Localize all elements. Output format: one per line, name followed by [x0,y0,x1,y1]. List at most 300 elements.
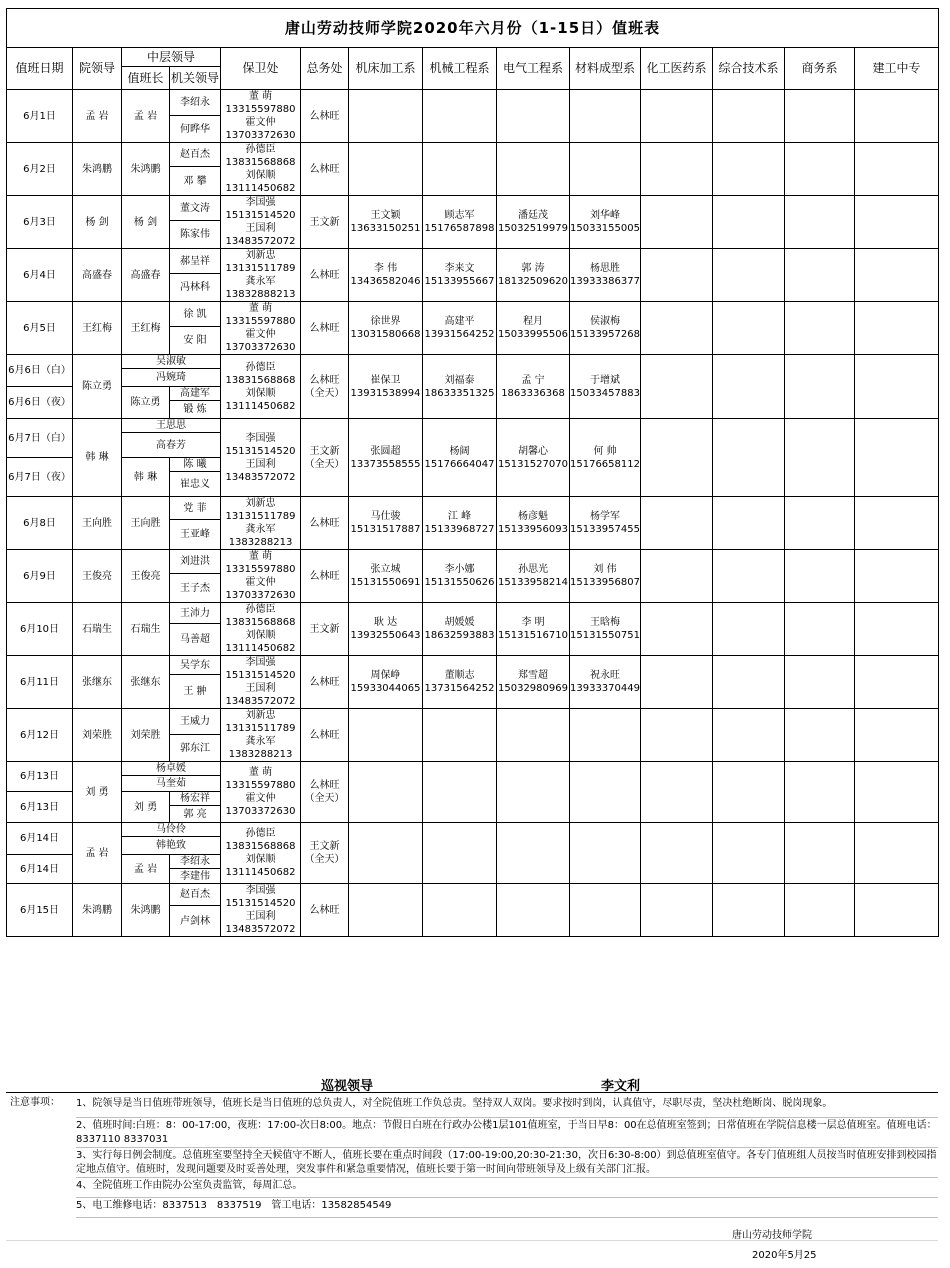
dept-duty-cell [785,419,855,497]
dept-duty-cell [497,249,570,302]
contact-name: 程月 [523,316,543,327]
dept-duty-cell [855,302,939,355]
contact-phone: 1383288213 [228,537,293,548]
general-affairs-cell [301,762,349,823]
table-row [7,709,939,735]
shift-lead-cell: 朱鸿鹏 [122,884,170,937]
dept-duty-cell [423,143,497,196]
contact-name: 董顺志 [444,670,475,681]
dept-duty-cell [641,90,713,143]
shift-lead-cell: 刘 勇 [122,792,170,823]
table-row [7,603,939,624]
contact-phone: 13831568868 [225,157,296,168]
dept-duty-cell [497,550,570,603]
contact-name: 孙德臣 [245,144,276,155]
contact-phone: 13315597880 [225,316,296,327]
security-cell [221,603,301,656]
day-duty-cell: 王思思 [122,419,221,433]
contact-name: 孙德臣 [245,604,276,615]
general-affairs-cell: 么林旺 [301,709,349,762]
contact-name: 霍文仲 [245,117,276,128]
contact-phone: 13373558555 [350,458,421,470]
date-cell: 6月5日 [7,302,73,355]
contact-phone: 13483572072 [225,471,296,483]
contact-phone: 15131514520 [225,210,296,221]
dept-duty-cell [570,302,641,355]
contact-phone: 13933386377 [570,276,640,287]
dept-duty-cell [497,143,570,196]
contact-phone: 18632593883 [424,630,495,641]
contact-name: 耿 达 [373,617,398,628]
dept-duty-cell [641,196,713,249]
leader-cell: 韩 琳 [73,419,122,497]
header-dept-6: 商务系 [785,48,855,90]
dept-duty-cell [349,355,423,419]
dept-duty-cell [570,249,641,302]
table-row [7,249,939,274]
general-affairs-cell: 么林旺 [301,497,349,550]
date-cell: 6月13日 [7,792,73,823]
contact-name: 江 峰 [447,511,472,522]
dept-duty-cell [641,823,713,884]
contact-phone: 13131511789 [225,263,296,274]
date-cell: 6月3日 [7,196,73,249]
security-cell [221,143,301,196]
shift-lead-cell: 王向胜 [122,497,170,550]
dept-duty-cell [713,90,785,143]
contact-name: 李 伟 [373,263,398,274]
office-lead-cell: 安 阳 [170,327,221,355]
header-dept-1: 机械工程系 [423,48,497,90]
contact-name: 李国强 [245,197,276,208]
general-affairs-name: 么林旺 [309,780,340,791]
contact-name: 龚永军 [245,276,276,287]
leader-cell: 高盛春 [73,249,122,302]
office-lead-cell: 李绍永 [170,90,221,116]
contact-name: 高建平 [444,316,475,327]
office-lead-cell: 杨宏祥 [170,792,221,806]
contact-name: 孙德臣 [245,361,276,373]
contact-phone: 13832888213 [225,289,296,300]
security-cell [221,196,301,249]
patrol-label: 巡视领导 [321,1079,374,1094]
day-duty-cell: 韩艳致 [122,837,221,855]
contact-phone: 13931538994 [350,387,421,399]
office-lead-cell: 吴学东 [170,656,221,675]
security-cell [221,302,301,355]
dept-duty-cell [570,709,641,762]
header-dept-7: 建工中专 [855,48,939,90]
contact-phone: 13483572072 [225,236,296,247]
table-row [7,656,939,675]
contact-phone: 13633150251 [350,223,421,234]
contact-name: 杨学军 [590,511,620,522]
signature-date: 2020年5月25 [752,1250,817,1261]
dept-duty-cell [713,603,785,656]
dept-duty-cell [349,497,423,550]
office-lead-cell: 锻 炼 [170,401,221,419]
general-affairs-cell [301,823,349,884]
duty-roster-table [6,8,939,937]
contact-name: 崔保卫 [370,374,401,386]
office-lead-cell: 赵百杰 [170,884,221,906]
shift-lead-cell: 韩 琳 [122,458,170,497]
dept-duty-cell [641,709,713,762]
dept-duty-cell [349,302,423,355]
dept-duty-cell [785,884,855,937]
date-cell: 6月9日 [7,550,73,603]
office-lead-cell: 冯林科 [170,274,221,302]
date-cell: 6月6日（白） [7,355,73,387]
dept-duty-cell [641,302,713,355]
contact-phone: 1383288213 [228,749,293,760]
security-cell [221,90,301,143]
contact-name: 侯淑梅 [590,316,620,327]
contact-name: 胡馨心 [518,445,548,457]
contact-phone: 13703372630 [225,342,296,353]
office-lead-cell: 徐 凯 [170,302,221,327]
note-item: 4、全院值班工作由院办公室负责监管，每周汇总。 [76,1179,938,1198]
dept-duty-cell [497,419,570,497]
dept-duty-cell [641,419,713,497]
table-row [7,419,939,433]
contact-phone: 15133957455 [570,524,640,535]
shift-lead-cell: 朱鸿鹏 [122,143,170,196]
leader-cell: 孟 岩 [73,90,122,143]
dept-duty-cell [349,550,423,603]
office-lead-cell: 马善超 [170,624,221,656]
contact-phone: 13483572072 [225,696,296,707]
dept-duty-cell [713,196,785,249]
general-affairs-note: （全天） [304,793,345,804]
contact-name: 孟 宁 [521,374,545,386]
contact-name: 董 萌 [248,91,273,102]
contact-phone: 15133957268 [570,329,640,340]
dept-duty-cell [641,603,713,656]
contact-phone: 15032980969 [498,683,568,694]
security-cell [221,355,301,419]
office-lead-cell: 陈 曦 [170,458,221,472]
general-affairs-cell: 么林旺 [301,884,349,937]
dept-duty-cell [423,419,497,497]
shift-lead-cell: 王红梅 [122,302,170,355]
dept-duty-cell [855,196,939,249]
contact-name: 董 萌 [248,303,273,314]
dept-duty-cell [497,762,570,823]
dept-duty-cell [785,603,855,656]
dept-duty-cell [349,603,423,656]
dept-duty-cell [713,762,785,823]
day-duty-cell: 杨卓媛 [122,762,221,776]
header-security: 保卫处 [221,48,301,90]
dept-duty-cell [349,762,423,823]
dept-duty-cell [497,355,570,419]
contact-phone: 15033457883 [570,387,640,399]
dept-duty-cell [713,550,785,603]
contact-phone: 15133956807 [570,577,640,588]
dept-duty-cell [713,249,785,302]
contact-name: 刘保顺 [245,170,276,181]
contact-name: 周保峥 [370,670,401,681]
dept-duty-cell [785,143,855,196]
leader-cell: 王向胜 [73,497,122,550]
contact-phone: 13131511789 [225,723,296,734]
dept-duty-cell [497,709,570,762]
dept-duty-cell [641,656,713,709]
dept-duty-cell [570,90,641,143]
table-row [7,762,939,776]
leader-cell: 杨 剑 [73,196,122,249]
dept-duty-cell [855,823,939,884]
date-cell: 6月15日 [7,884,73,937]
table-row [7,497,939,520]
date-cell: 6月6日（夜） [7,387,73,419]
contact-name: 胡媛媛 [444,617,475,628]
dept-duty-cell [785,497,855,550]
table-row [7,355,939,369]
dept-duty-cell [497,497,570,550]
shift-lead-cell: 张继东 [122,656,170,709]
contact-name: 刘新忠 [245,710,276,721]
day-duty-cell: 吴淑敏 [122,355,221,369]
contact-name: 郭 涛 [521,263,545,274]
office-lead-cell: 王子杰 [170,574,221,603]
dept-duty-cell [641,884,713,937]
dept-duty-cell [423,823,497,884]
security-cell [221,656,301,709]
dept-duty-cell [785,302,855,355]
contact-phone: 15131514520 [225,670,296,681]
contact-phone: 15131514520 [225,445,296,457]
contact-phone: 13483572072 [225,924,296,935]
dept-duty-cell [570,823,641,884]
header-general: 总务处 [301,48,349,90]
dept-duty-cell [785,823,855,884]
leader-cell: 朱鸿鹏 [73,143,122,196]
contact-name: 李小娜 [444,564,475,575]
contact-name: 张立城 [370,564,401,575]
contact-name: 孙思光 [518,564,548,575]
contact-phone: 13111450682 [225,183,296,194]
contact-phone: 13931564252 [424,329,495,340]
contact-phone: 13703372630 [225,806,296,817]
dept-duty-cell [423,550,497,603]
contact-phone: 1863336368 [501,387,565,399]
dept-duty-cell [785,550,855,603]
contact-name: 李国强 [245,885,276,896]
dept-duty-cell [713,355,785,419]
day-duty-cell: 马伶伶 [122,823,221,837]
shift-lead-cell: 石瑞生 [122,603,170,656]
general-affairs-note: （全天） [304,458,345,470]
dept-duty-cell [855,143,939,196]
general-affairs-cell: 么林旺 [301,550,349,603]
date-cell: 6月7日（白） [7,419,73,458]
contact-name: 霍文仲 [245,577,276,588]
dept-duty-cell [349,709,423,762]
contact-name: 于增斌 [590,374,620,386]
contact-phone: 13031580668 [350,329,421,340]
leader-cell: 朱鸿鹏 [73,884,122,937]
contact-name: 张圆超 [370,445,401,457]
dept-duty-cell [641,497,713,550]
dept-duty-cell [713,656,785,709]
dept-duty-cell [497,90,570,143]
leader-cell: 石瑞生 [73,603,122,656]
contact-name: 孙德臣 [245,828,276,839]
note-item: 3、实行每日例会制度。总值班室要坚持全天候值守不断人，值班长要在重点时间段（17:00-19:00,20:30-21:30，次日6:30-8:00）到总值班室值守。各专门值班组人员按当时值班安排到校园指定地点值守。值班时，发现问题要及时妥善处理，突发事件和紧急重要情况，值班长要于第一时间向带班领导及上级有关部门汇报。 [76,1149,938,1178]
leader-cell: 张继东 [73,656,122,709]
contact-name: 王晗梅 [590,617,620,628]
security-cell [221,709,301,762]
contact-phone: 15933044065 [350,683,421,694]
dept-duty-cell [570,196,641,249]
contact-phone: 13111450682 [225,400,296,412]
contact-phone: 15131517887 [350,524,421,535]
contact-name: 刘 伟 [593,564,617,575]
dept-duty-cell [349,90,423,143]
dept-duty-cell [641,762,713,823]
dept-duty-cell [713,823,785,884]
day-duty-cell: 冯婉琦 [122,369,221,387]
general-affairs-note: （全天） [304,387,345,399]
dept-duty-cell [855,497,939,550]
contact-phone: 13831568868 [225,374,296,386]
contact-name: 李 明 [521,617,545,628]
date-cell: 6月14日 [7,855,73,884]
contact-name: 刘福泰 [444,374,475,386]
note-item: 5、电工维修电话：8337513 8337519 管工电话：13582854549 [76,1199,938,1218]
office-lead-cell: 王 翀 [170,675,221,709]
general-affairs-cell: 么林旺 [301,302,349,355]
page-title: 唐山劳动技师学院2020年六月份（1-15日）值班表 [7,9,939,48]
date-cell: 6月7日（夜） [7,458,73,497]
security-cell [221,884,301,937]
dept-duty-cell [349,884,423,937]
dept-duty-cell [423,249,497,302]
dept-duty-cell [713,497,785,550]
office-lead-cell: 李建伟 [170,869,221,884]
header-dept-0: 机床加工系 [349,48,423,90]
general-affairs-cell [301,419,349,497]
dept-duty-cell [570,355,641,419]
security-cell [221,762,301,823]
contact-name: 王文颖 [370,210,401,221]
office-lead-cell: 高建军 [170,387,221,401]
dept-duty-cell [570,603,641,656]
dept-duty-cell [785,90,855,143]
office-lead-cell: 崔忠义 [170,472,221,497]
office-lead-cell: 郭东江 [170,735,221,762]
dept-duty-cell [855,884,939,937]
dept-duty-cell [570,419,641,497]
office-lead-cell: 李绍永 [170,855,221,869]
dept-duty-cell [570,143,641,196]
contact-name: 刘保顺 [245,854,276,865]
dept-duty-cell [423,497,497,550]
dept-duty-cell [855,419,939,497]
date-cell: 6月11日 [7,656,73,709]
security-cell [221,249,301,302]
contact-name: 刘华峰 [590,210,620,221]
contact-name: 杨彦魁 [518,511,548,522]
dept-duty-cell [855,90,939,143]
contact-phone: 13131511789 [225,511,296,522]
dept-duty-cell [713,302,785,355]
contact-name: 李国强 [245,657,276,668]
day-duty-cell: 马奎茹 [122,776,221,792]
dept-duty-cell [641,355,713,419]
contact-phone: 15133968727 [424,524,495,535]
dept-duty-cell [785,196,855,249]
table-row [7,302,939,327]
dept-duty-cell [785,709,855,762]
contact-phone: 15131516710 [498,630,568,641]
dept-duty-cell [713,709,785,762]
contact-phone: 15176587898 [424,223,495,234]
header-dept-3: 材料成型系 [570,48,641,90]
date-cell: 6月12日 [7,709,73,762]
dept-duty-cell [423,90,497,143]
dept-duty-cell [423,762,497,823]
contact-phone: 13703372630 [225,590,296,601]
header-office-lead: 机关领导 [170,67,221,90]
contact-name: 刘保顺 [245,387,276,399]
contact-name: 刘新忠 [245,498,276,509]
contact-name: 祝永旺 [590,670,620,681]
dept-duty-cell [423,656,497,709]
contact-phone: 15131550691 [350,577,421,588]
contact-phone: 13111450682 [225,643,296,654]
date-cell: 6月1日 [7,90,73,143]
shift-lead-cell: 高盛春 [122,249,170,302]
contact-name: 李国强 [245,432,276,444]
leader-cell: 王俊亮 [73,550,122,603]
contact-name: 龚永军 [245,736,276,747]
dept-duty-cell [423,196,497,249]
dept-duty-cell [855,656,939,709]
table-row [7,90,939,116]
shift-lead-cell: 王俊亮 [122,550,170,603]
contact-phone: 13315597880 [225,780,296,791]
contact-phone: 15133956093 [498,524,568,535]
security-cell [221,550,301,603]
dept-duty-cell [423,603,497,656]
notes-label: 注意事项： [10,1097,60,1108]
security-cell [221,419,301,497]
contact-name: 霍文仲 [245,793,276,804]
date-cell: 6月4日 [7,249,73,302]
dept-duty-cell [423,884,497,937]
table-row [7,550,939,574]
table-row [7,143,939,167]
contact-phone: 15131550626 [424,577,495,588]
header-leader: 院领导 [73,48,122,90]
table-row [7,823,939,837]
general-affairs-cell [301,355,349,419]
dept-duty-cell [855,249,939,302]
contact-phone: 13831568868 [225,617,296,628]
dept-duty-cell [641,143,713,196]
dept-duty-cell [423,355,497,419]
contact-phone: 15133958214 [498,577,568,588]
office-lead-cell: 何晔华 [170,116,221,143]
dept-duty-cell [349,656,423,709]
dept-duty-cell [785,762,855,823]
dept-duty-cell [570,884,641,937]
contact-phone: 15032519979 [498,223,568,234]
dept-duty-cell [349,249,423,302]
